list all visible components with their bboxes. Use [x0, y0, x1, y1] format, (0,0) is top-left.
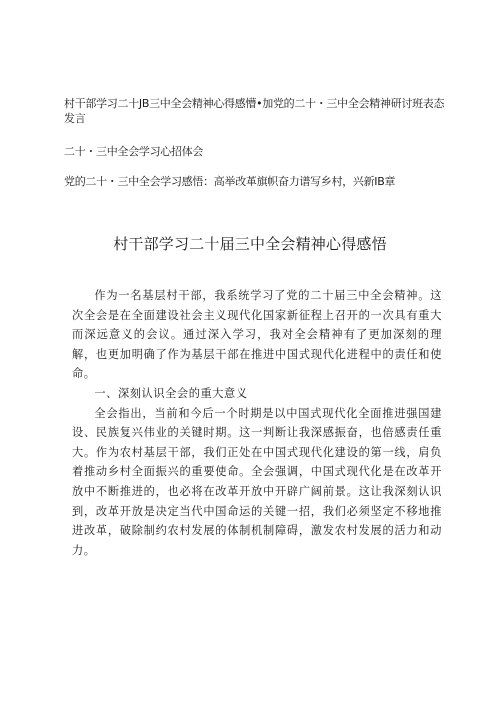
document-body	[72, 286, 442, 560]
toc-item-2: 二十・三中全会学习心招体会	[64, 145, 204, 158]
paragraph-section-1: 全会指出，当前和今后一个时期是以中国式现代化全面推进强国建设、民族复兴伟业的关键时期。这一判断让我深感振奋，也倍感责任重大。作为农村基层干部，我们正处在中国式现代化建设的第一线，肩负着推动乡村全面振兴的重要使命。全会强调，中国式现代化是在改革开放中不断推进的，也必将在改革开放中开辟广阔前景。这让我深刻认识到，改革开放是决定当代中国命运的关键一招，我们必须坚定不移地推进改革，破除制约农村发展的体制机制障碍，激发农村发展的活力和动力。	[72, 406, 442, 557]
toc-item-3: 党的二十・三中全会学习感悟：高举改革旗帜奋力谱写乡村，兴新IB章	[64, 175, 396, 188]
document-title: 村干部学习二十届三中全会精神心得感悟	[113, 235, 387, 253]
toc-item-1: 村干部学习二十JB三中全会精神心得感懵•加党的二十・三中全会精神研讨班表态发言	[64, 97, 445, 125]
paragraph-intro: 作为一名基层村干部，我系统学习了党的二十届三中全会精神。这次全会是在全面建设社会主义现代化国家新征程上召开的一次具有重大而深远意义的会议。通过深入学习，我对全会精神有了更加深刻的理解，也更加明确了作为基层干部在推进中国式现代化进程中的责任和使命。	[72, 289, 442, 381]
section-heading-1: 一、深刻认识全会的重大意义	[94, 386, 248, 400]
